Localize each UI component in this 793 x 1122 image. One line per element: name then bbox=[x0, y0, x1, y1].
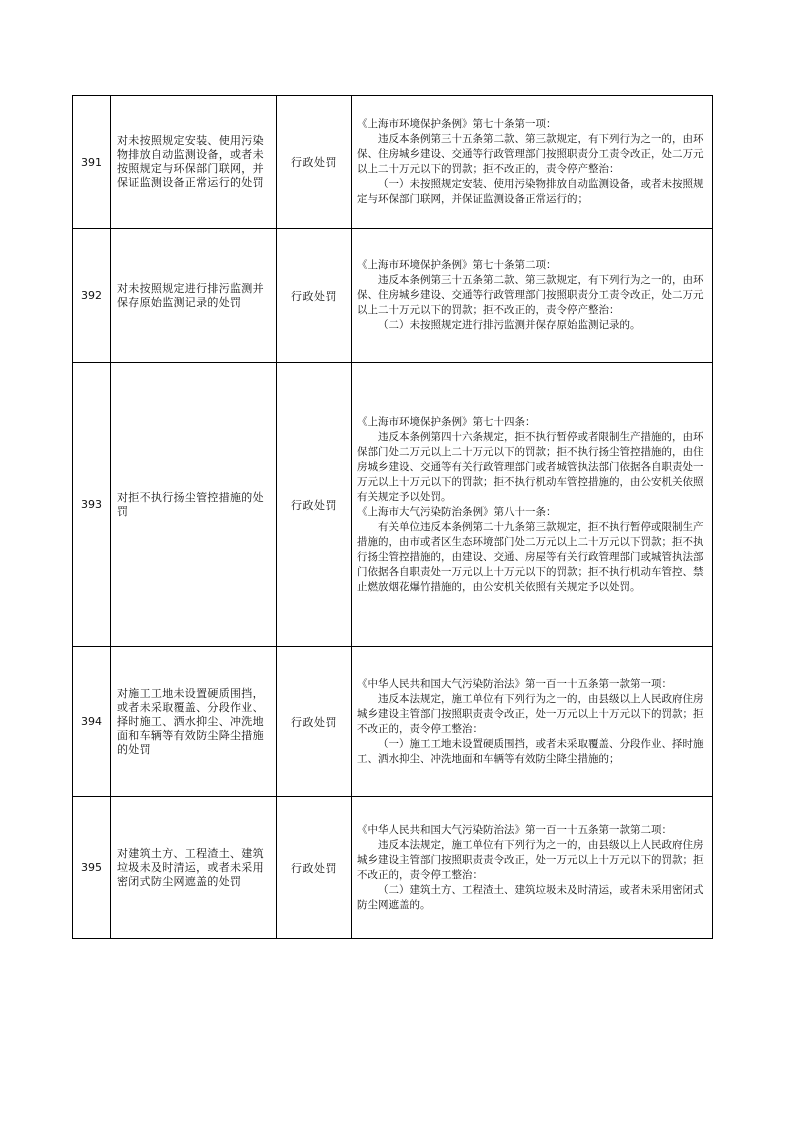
basis-paragraph: （一）未按照规定安装、使用污染物排放自动监测设备，或者未按照规定与环保部门联网，并保证监测设备正常运行的； bbox=[357, 178, 704, 205]
row-number: 393 bbox=[73, 363, 111, 647]
item-name: 对未按照规定进行排污监测并保存原始监测记录的处罚 bbox=[111, 229, 277, 363]
table-row bbox=[73, 229, 713, 363]
row-number: 394 bbox=[73, 647, 111, 797]
item-type: 行政处罚 bbox=[277, 363, 352, 647]
item-name: 对施工工地未设置硬质围挡，或者未采取覆盖、分段作业、择时施工、洒水抑尘、冲洗地面和车辆等有效防尘降尘措施的处罚 bbox=[111, 647, 277, 797]
table-row bbox=[73, 647, 713, 797]
basis-heading: 《上海市环境保护条例》第七十条第二项： bbox=[357, 259, 557, 271]
item-name: 对建筑土方、工程渣土、建筑垃圾未及时清运，或者未采用密闭式防尘网遮盖的处罚 bbox=[111, 797, 277, 939]
row-number: 395 bbox=[73, 797, 111, 939]
item-type: 行政处罚 bbox=[277, 647, 352, 797]
basis-paragraph: （二）未按照规定进行排污监测并保存原始监测记录的。 bbox=[378, 319, 641, 331]
basis-paragraph: 违反本条例第四十六条规定，拒不执行暂停或者限制生产措施的，由环保部门处二万元以上二十万元以下的罚款；拒不执行扬尘管控措施的，由住房城乡建设、交通等有关行政管理部门或者城管执法部门依据各自职责处一万元以上十万元以下的罚款；拒不执行机动车管控措施的，由公安机关依照有关规定予以处罚。 bbox=[357, 430, 704, 503]
item-name: 对未按照规定安装、使用污染物排放自动监测设备，或者未按照规定与环保部门联网，并保证监测设备正常运行的处罚 bbox=[111, 96, 277, 229]
table-row bbox=[73, 96, 713, 229]
basis-paragraph: （一）施工工地未设置硬质围挡，或者未采取覆盖、分段作业、择时施工、洒水抑尘、冲洗地面和车辆等有效防尘降尘措施的； bbox=[357, 737, 704, 765]
basis-heading: 《中华人民共和国大气污染防治法》第一百一十五条第一款第二项： bbox=[357, 823, 672, 836]
basis-heading: 《上海市大气污染防治条例》第八十一条： bbox=[357, 505, 557, 518]
legal-basis bbox=[352, 229, 713, 363]
penalty-table bbox=[72, 95, 713, 939]
basis-paragraph: 违反本条例第三十五条第二款、第三款规定，有下列行为之一的，由环保、住房城乡建设、交通等行政管理部门按照职责分工责令改正，处二万元以上二十万元以下的罚款；拒不改正的，责令停产整治： bbox=[357, 133, 704, 175]
basis-paragraph: 违反本法规定，施工单位有下列行为之一的，由县级以上人民政府住房城乡建设主管部门按照职责责令改正，处一万元以上十万元以下的罚款；拒不改正的，责令停工整治： bbox=[357, 692, 704, 735]
basis-paragraph: 违反本条例第三十五条第二款、第三款规定，有下列行为之一的，由环保、住房城乡建设、交通等行政管理部门按照职责分工责令改正，处二万元以上二十万元以下的罚款；拒不改正的，责令停产整治： bbox=[357, 274, 704, 316]
legal-basis bbox=[352, 96, 713, 229]
table-row bbox=[73, 797, 713, 939]
item-type: 行政处罚 bbox=[277, 229, 352, 363]
table-row bbox=[73, 363, 713, 647]
item-name: 对拒不执行扬尘管控措施的处罚 bbox=[111, 363, 277, 647]
item-type: 行政处罚 bbox=[277, 96, 352, 229]
basis-heading: 《上海市环境保护条例》第七十四条： bbox=[357, 415, 536, 428]
basis-heading: 《上海市环境保护条例》第七十条第一项： bbox=[357, 118, 557, 130]
legal-basis bbox=[352, 797, 713, 939]
row-number: 391 bbox=[73, 96, 111, 229]
basis-heading: 《中华人民共和国大气污染防治法》第一百一十五条第一款第一项： bbox=[357, 677, 672, 690]
legal-basis bbox=[352, 363, 713, 647]
row-number: 392 bbox=[73, 229, 111, 363]
basis-paragraph: （二）建筑土方、工程渣土、建筑垃圾未及时清运，或者未采用密闭式防尘网遮盖的。 bbox=[357, 883, 704, 911]
basis-paragraph: 违反本法规定，施工单位有下列行为之一的，由县级以上人民政府住房城乡建设主管部门按照职责责令改正，处一万元以上十万元以下的罚款；拒不改正的，责令停工整治： bbox=[357, 838, 704, 881]
legal-basis bbox=[352, 647, 713, 797]
basis-paragraph: 有关单位违反本条例第二十九条第三款规定，拒不执行暂停或限制生产措施的，由市或者区生态环境部门处二万元以上二十万元以下罚款；拒不执行扬尘管控措施的，由建设、交通、房屋等有关行政管理部门或城管执法部门依据各自职责处一万元以上十万元以下的罚款；拒不执行机动车管控、禁止燃放烟花爆竹措施的，由公安机关依照有关规定予以处罚。 bbox=[357, 520, 704, 593]
item-type: 行政处罚 bbox=[277, 797, 352, 939]
